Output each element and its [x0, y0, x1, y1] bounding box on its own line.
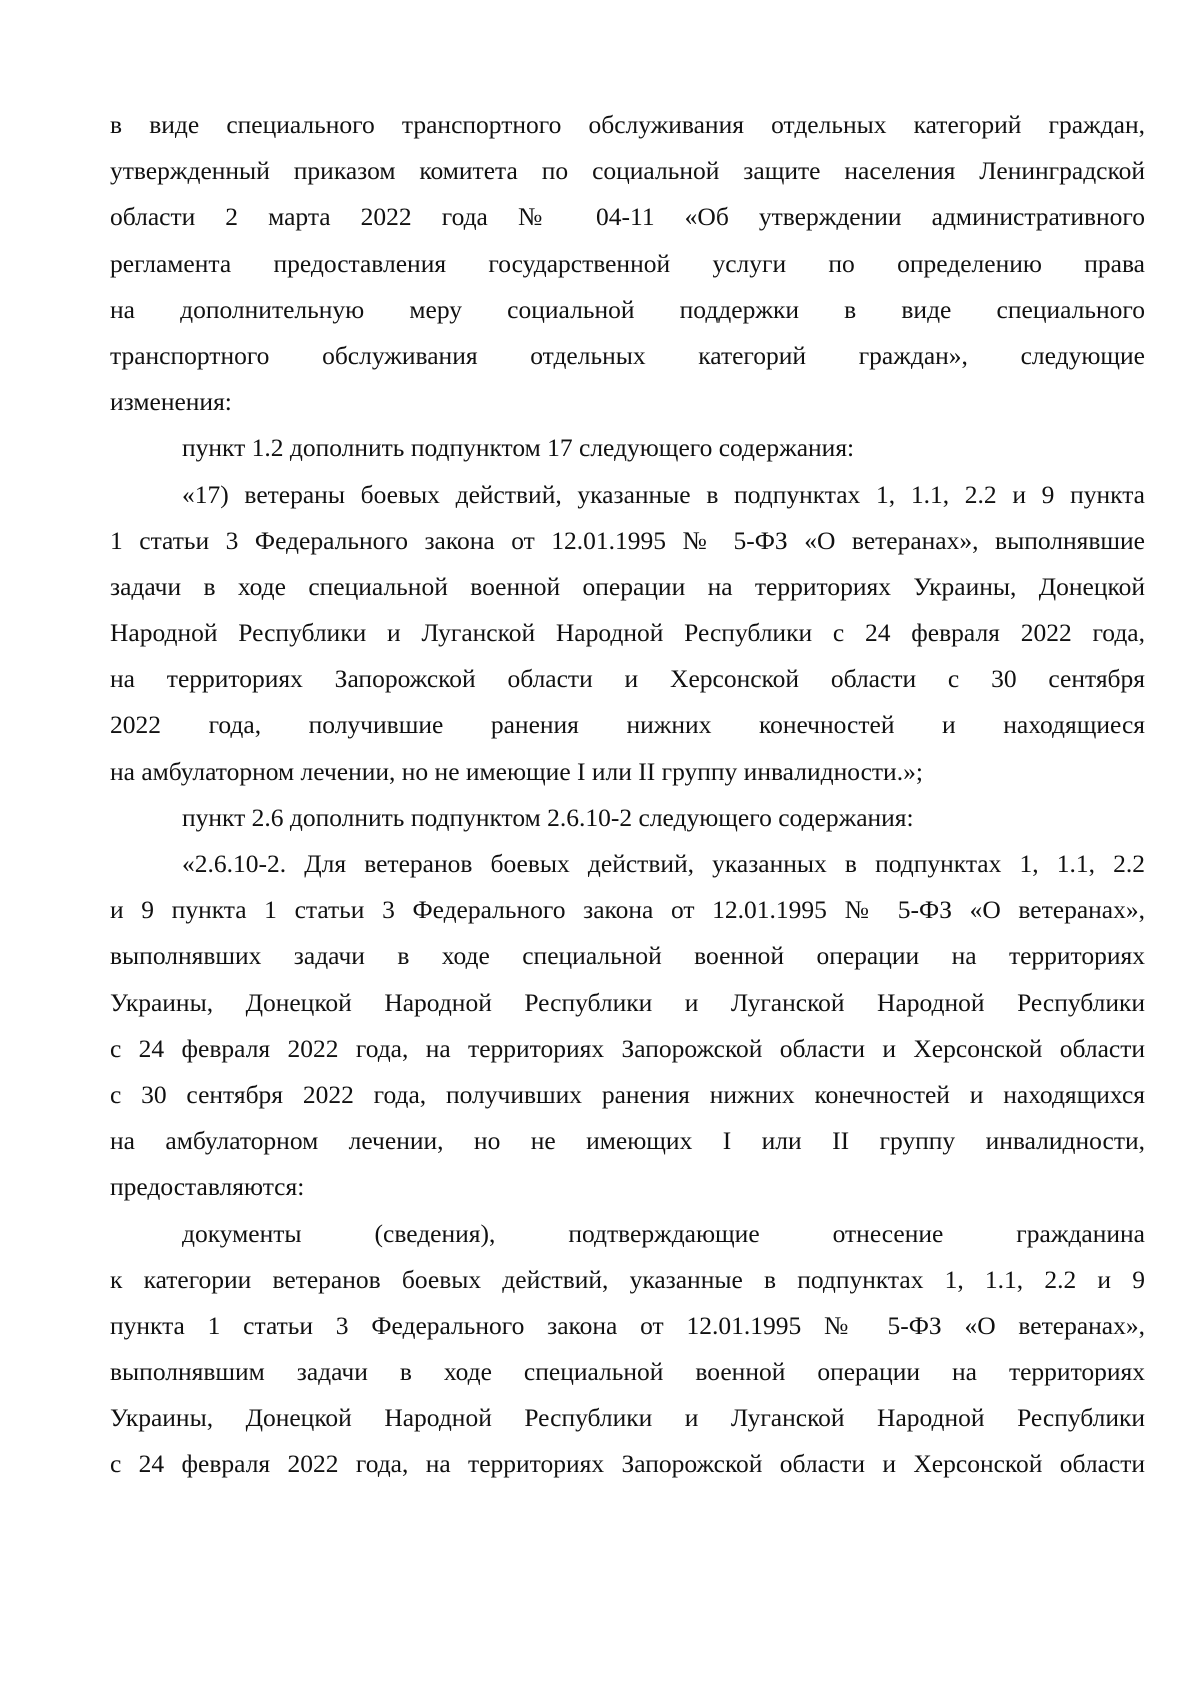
text-line: регламента предоставления государственной услуги по определению права — [110, 248, 1145, 278]
paragraph-first-line: документы (сведения), подтверждающие отнесение гражданина — [182, 1218, 1145, 1248]
text-line: на территориях Запорожской области и Херсонской области с 30 сентября — [110, 664, 1145, 694]
text-line: 2022 года, получившие ранения нижних конечностей и находящиеся — [110, 710, 1145, 740]
paragraph-first-line: «2.6.10-2. Для ветеранов боевых действий, указанных в подпунктах 1, 1.1, 2.2 — [182, 849, 1145, 878]
text-line: Украины, Донецкой Народной Республики и Луганской Народной Республики — [110, 987, 1145, 1017]
text-line: выполнявшим задачи в ходе специальной военной операции на территориях — [110, 1357, 1145, 1387]
text-line: на амбулаторном лечении, но не имеющие I или II группу инвалидности.»; — [110, 756, 923, 786]
text-line: с 24 февраля 2022 года, на территориях Запорожской области и Херсонской области — [110, 1449, 1145, 1479]
text-line: 1 статьи 3 Федерального закона от 12.01.1995 № 5-ФЗ «О ветеранах», выполнявшие — [110, 525, 1145, 555]
text-line: транспортного обслуживания отдельных категорий граждан», следующие — [110, 340, 1145, 370]
text-line: области 2 марта 2022 года № 04-11 «Об утверждении административного — [110, 202, 1145, 232]
text-line: и 9 пункта 1 статьи 3 Федерального закона от 12.01.1995 № 5-ФЗ «О ветеранах», — [110, 895, 1145, 925]
text-line: выполнявших задачи в ходе специальной военной операции на территориях — [110, 941, 1145, 971]
text-line: утвержденный приказом комитета по социальной защите населения Ленинградской — [110, 156, 1145, 186]
document-body — [110, 102, 1145, 1488]
text-line: пункта 1 статьи 3 Федерального закона от 12.01.1995 № 5-ФЗ «О ветеранах», — [110, 1310, 1145, 1340]
text-line: к категории ветеранов боевых действий, указанные в подпунктах 1, 1.1, 2.2 и 9 — [110, 1264, 1145, 1294]
text-line: с 30 сентября 2022 года, получивших ранения нижних конечностей и находящихся — [110, 1079, 1145, 1109]
paragraph-first-line: пункт 1.2 дополнить подпунктом 17 следующего содержания: — [182, 433, 855, 463]
text-line: изменения: — [110, 387, 232, 417]
text-line: Украины, Донецкой Народной Республики и Луганской Народной Республики — [110, 1403, 1145, 1433]
paragraph-first-line: «17) ветераны боевых действий, указанные в подпунктах 1, 1.1, 2.2 и 9 пункта — [182, 479, 1145, 509]
text-line: предоставляются: — [110, 1172, 305, 1202]
text-line: на амбулаторном лечении, но не имеющих I или II группу инвалидности, — [110, 1126, 1145, 1156]
text-line: на дополнительную меру социальной поддержки в виде специального — [110, 294, 1145, 324]
text-line: с 24 февраля 2022 года, на территориях Запорожской области и Херсонской области — [110, 1033, 1145, 1063]
text-line: Народной Республики и Луганской Народной Республики с 24 февраля 2022 года, — [110, 618, 1145, 648]
text-line: в виде специального транспортного обслуживания отдельных категорий граждан, — [110, 110, 1145, 139]
paragraph-first-line: пункт 2.6 дополнить подпунктом 2.6.10-2 следующего содержания: — [182, 802, 914, 832]
text-line: задачи в ходе специальной военной операции на территориях Украины, Донецкой — [110, 571, 1145, 601]
